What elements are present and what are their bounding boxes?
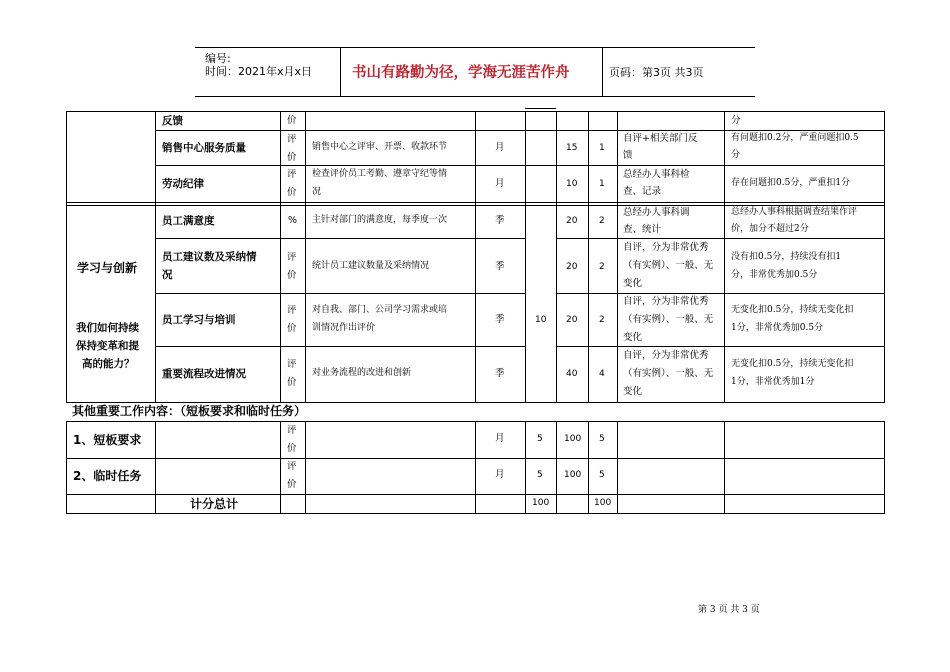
row-sales-eval-2: 价 (287, 152, 297, 163)
row-sales-source-2: 馈 (623, 150, 633, 161)
row-satisfaction-item: 员工满意度 (162, 215, 215, 227)
row-training-rule-2: 1分，非常优秀加0.5分 (731, 323, 824, 333)
other-row-shortboard-score: 100 (564, 434, 582, 444)
document-time-label: 时间：2021年x月x日 (205, 65, 313, 78)
row-process-source-1: 自评，分为非常优秀 (623, 350, 709, 361)
row-training-item: 员工学习与培训 (162, 314, 236, 326)
row-process-score: 40 (566, 369, 578, 379)
row-discipline-weight: 1 (599, 179, 605, 189)
total-value-2: 100 (594, 498, 612, 508)
row-training-desc-2: 训情况作出评价 (312, 323, 376, 333)
row-sales-score: 15 (566, 143, 578, 153)
row-sales-eval-1: 评 (287, 134, 297, 145)
other-row-temporary-eval-2: 价 (287, 479, 297, 490)
row-process-weight: 4 (599, 369, 605, 379)
row-process-source-2: （有实例）、一般、无 (623, 368, 714, 379)
row-sales-period: 月 (495, 142, 505, 153)
row-satisfaction-eval: % (288, 215, 298, 226)
row-process-rule-2: 1分，非常优秀加1分 (731, 377, 815, 387)
row-process-rule-1: 无变化扣0.5分，持续无变化扣 (731, 359, 854, 369)
other-row-temporary-item: 2、临时任务 (73, 469, 142, 483)
row-process-source-3: 变化 (623, 386, 643, 397)
row-satisfaction-period: 季 (495, 215, 505, 226)
row-discipline-period: 月 (495, 178, 505, 189)
row-suggestions-eval-2: 价 (287, 270, 297, 281)
row-sales-source-1: 自评+相关部门反 (623, 133, 698, 144)
row-suggestions-rule-1: 没有扣0.5分，持续没有扣1 (731, 252, 842, 262)
row-sales-item: 销售中心服务质量 (162, 142, 246, 154)
other-row-temporary-weight-2: 5 (599, 470, 605, 480)
other-row-temporary-eval-1: 评 (287, 461, 297, 472)
row-training-eval-1: 评 (287, 305, 297, 316)
row-suggestions-period: 季 (495, 261, 505, 272)
row-discipline-source-2: 查、记录 (623, 186, 662, 197)
row-process-eval-2: 价 (287, 377, 297, 388)
row-training-source-1: 自评，分为非常优秀 (623, 296, 709, 307)
row-suggestions-eval-1: 评 (287, 252, 297, 263)
total-value-1: 100 (532, 498, 550, 508)
row-training-rule-1: 无变化扣0.5分，持续无变化扣 (731, 305, 854, 315)
section-learning-group-weight: 10 (535, 315, 547, 325)
row-discipline-score: 10 (566, 179, 578, 189)
row-training-source-2: （有实例）、一般、无 (623, 314, 714, 325)
row-satisfaction-source-1: 总经办人事科调 (623, 207, 690, 218)
row-training-eval-2: 价 (287, 323, 297, 334)
row-discipline-eval-2: 价 (287, 187, 297, 198)
row-satisfaction-rule-1: 总经办人事科根据调查结果作评 (731, 207, 858, 217)
row-process-desc: 对业务流程的改进和创新 (312, 368, 412, 378)
other-row-temporary-weight: 5 (537, 470, 543, 480)
other-row-shortboard-item: 1、短板要求 (73, 433, 142, 447)
other-work-heading: 其他重要工作内容：（短板要求和临时任务） (72, 404, 307, 418)
other-row-shortboard-weight-2: 5 (599, 434, 605, 444)
row-sales-weight: 1 (599, 143, 605, 153)
row-discipline-desc-1: 检查评价员工考勤、遵章守纪等情 (312, 169, 448, 179)
row-satisfaction-score: 20 (566, 216, 578, 226)
page-footer: 第 3 页 共 3 页 (698, 605, 760, 615)
row-training-desc-1: 对自我、部门、公司学习需求或培 (312, 305, 448, 315)
other-row-shortboard-period: 月 (495, 433, 505, 444)
row-suggestions-rule-2: 分，非常优秀加0.5分 (731, 270, 818, 280)
row-discipline-source-1: 总经办人事科检 (623, 169, 690, 180)
row-satisfaction-rule-2: 价，加分不超过2分 (731, 224, 809, 234)
row-training-weight: 2 (599, 315, 605, 325)
row-satisfaction-weight: 2 (599, 216, 605, 226)
row-training-score: 20 (566, 315, 578, 325)
row-discipline-eval-1: 评 (287, 169, 297, 180)
row-suggestions-desc: 统计员工建议数量及采纳情况 (312, 261, 430, 271)
row-suggestions-item-1: 员工建议数及采纳情 (162, 251, 257, 263)
row-process-eval-1: 评 (287, 359, 297, 370)
row-suggestions-source-3: 变化 (623, 278, 643, 289)
row-discipline-item: 劳动纪律 (162, 178, 204, 190)
section-learning-title: 学习与创新 (77, 261, 138, 275)
other-row-shortboard-eval-2: 价 (287, 443, 297, 454)
row-satisfaction-source-2: 查、统计 (623, 224, 662, 235)
row-process-period: 季 (495, 368, 505, 379)
other-row-shortboard-weight: 5 (537, 434, 543, 444)
row-discipline-rule: 存在问题扣0.5分，严重扣1分 (731, 178, 851, 188)
row-training-period: 季 (495, 314, 505, 325)
row-discipline-desc-2: 况 (312, 187, 322, 197)
other-row-temporary-score: 100 (564, 470, 582, 480)
row-training-source-3: 变化 (623, 332, 643, 343)
row-feedback-eval: 价 (287, 115, 297, 126)
other-row-shortboard-eval-1: 评 (287, 425, 297, 436)
row-feedback-rule: 分 (731, 115, 741, 126)
row-satisfaction-desc: 主针对部门的满意度，每季度一次 (312, 215, 448, 225)
section-learning-question-3: 高的能力？ (82, 358, 135, 370)
document-number-label: 编号: (205, 52, 231, 65)
row-sales-rule-1: 有问题扣0.2分，严重问题扣0.5 (731, 133, 859, 143)
row-suggestions-source-1: 自评，分为非常优秀 (623, 242, 709, 253)
total-label: 计分总计 (190, 497, 239, 511)
page-number-label: 页码：第3页 共3页 (609, 66, 704, 79)
row-sales-rule-2: 分 (731, 150, 741, 160)
row-process-item: 重要流程改进情况 (162, 368, 246, 380)
other-row-temporary-period: 月 (495, 469, 505, 480)
row-suggestions-source-2: （有实例）、一般、无 (623, 260, 714, 271)
row-feedback-item: 反馈 (162, 115, 183, 127)
section-learning-question-2: 保持变革和提 (76, 340, 139, 352)
row-suggestions-score: 20 (566, 262, 578, 272)
section-learning-question-1: 我们如何持续 (76, 322, 139, 334)
row-sales-desc: 销售中心之评审、开票、收款环节 (312, 142, 448, 152)
row-suggestions-item-2: 况 (162, 269, 173, 281)
row-suggestions-weight: 2 (599, 262, 605, 272)
header-motto: 书山有路勤为径，学海无涯苦作舟 (352, 65, 570, 81)
